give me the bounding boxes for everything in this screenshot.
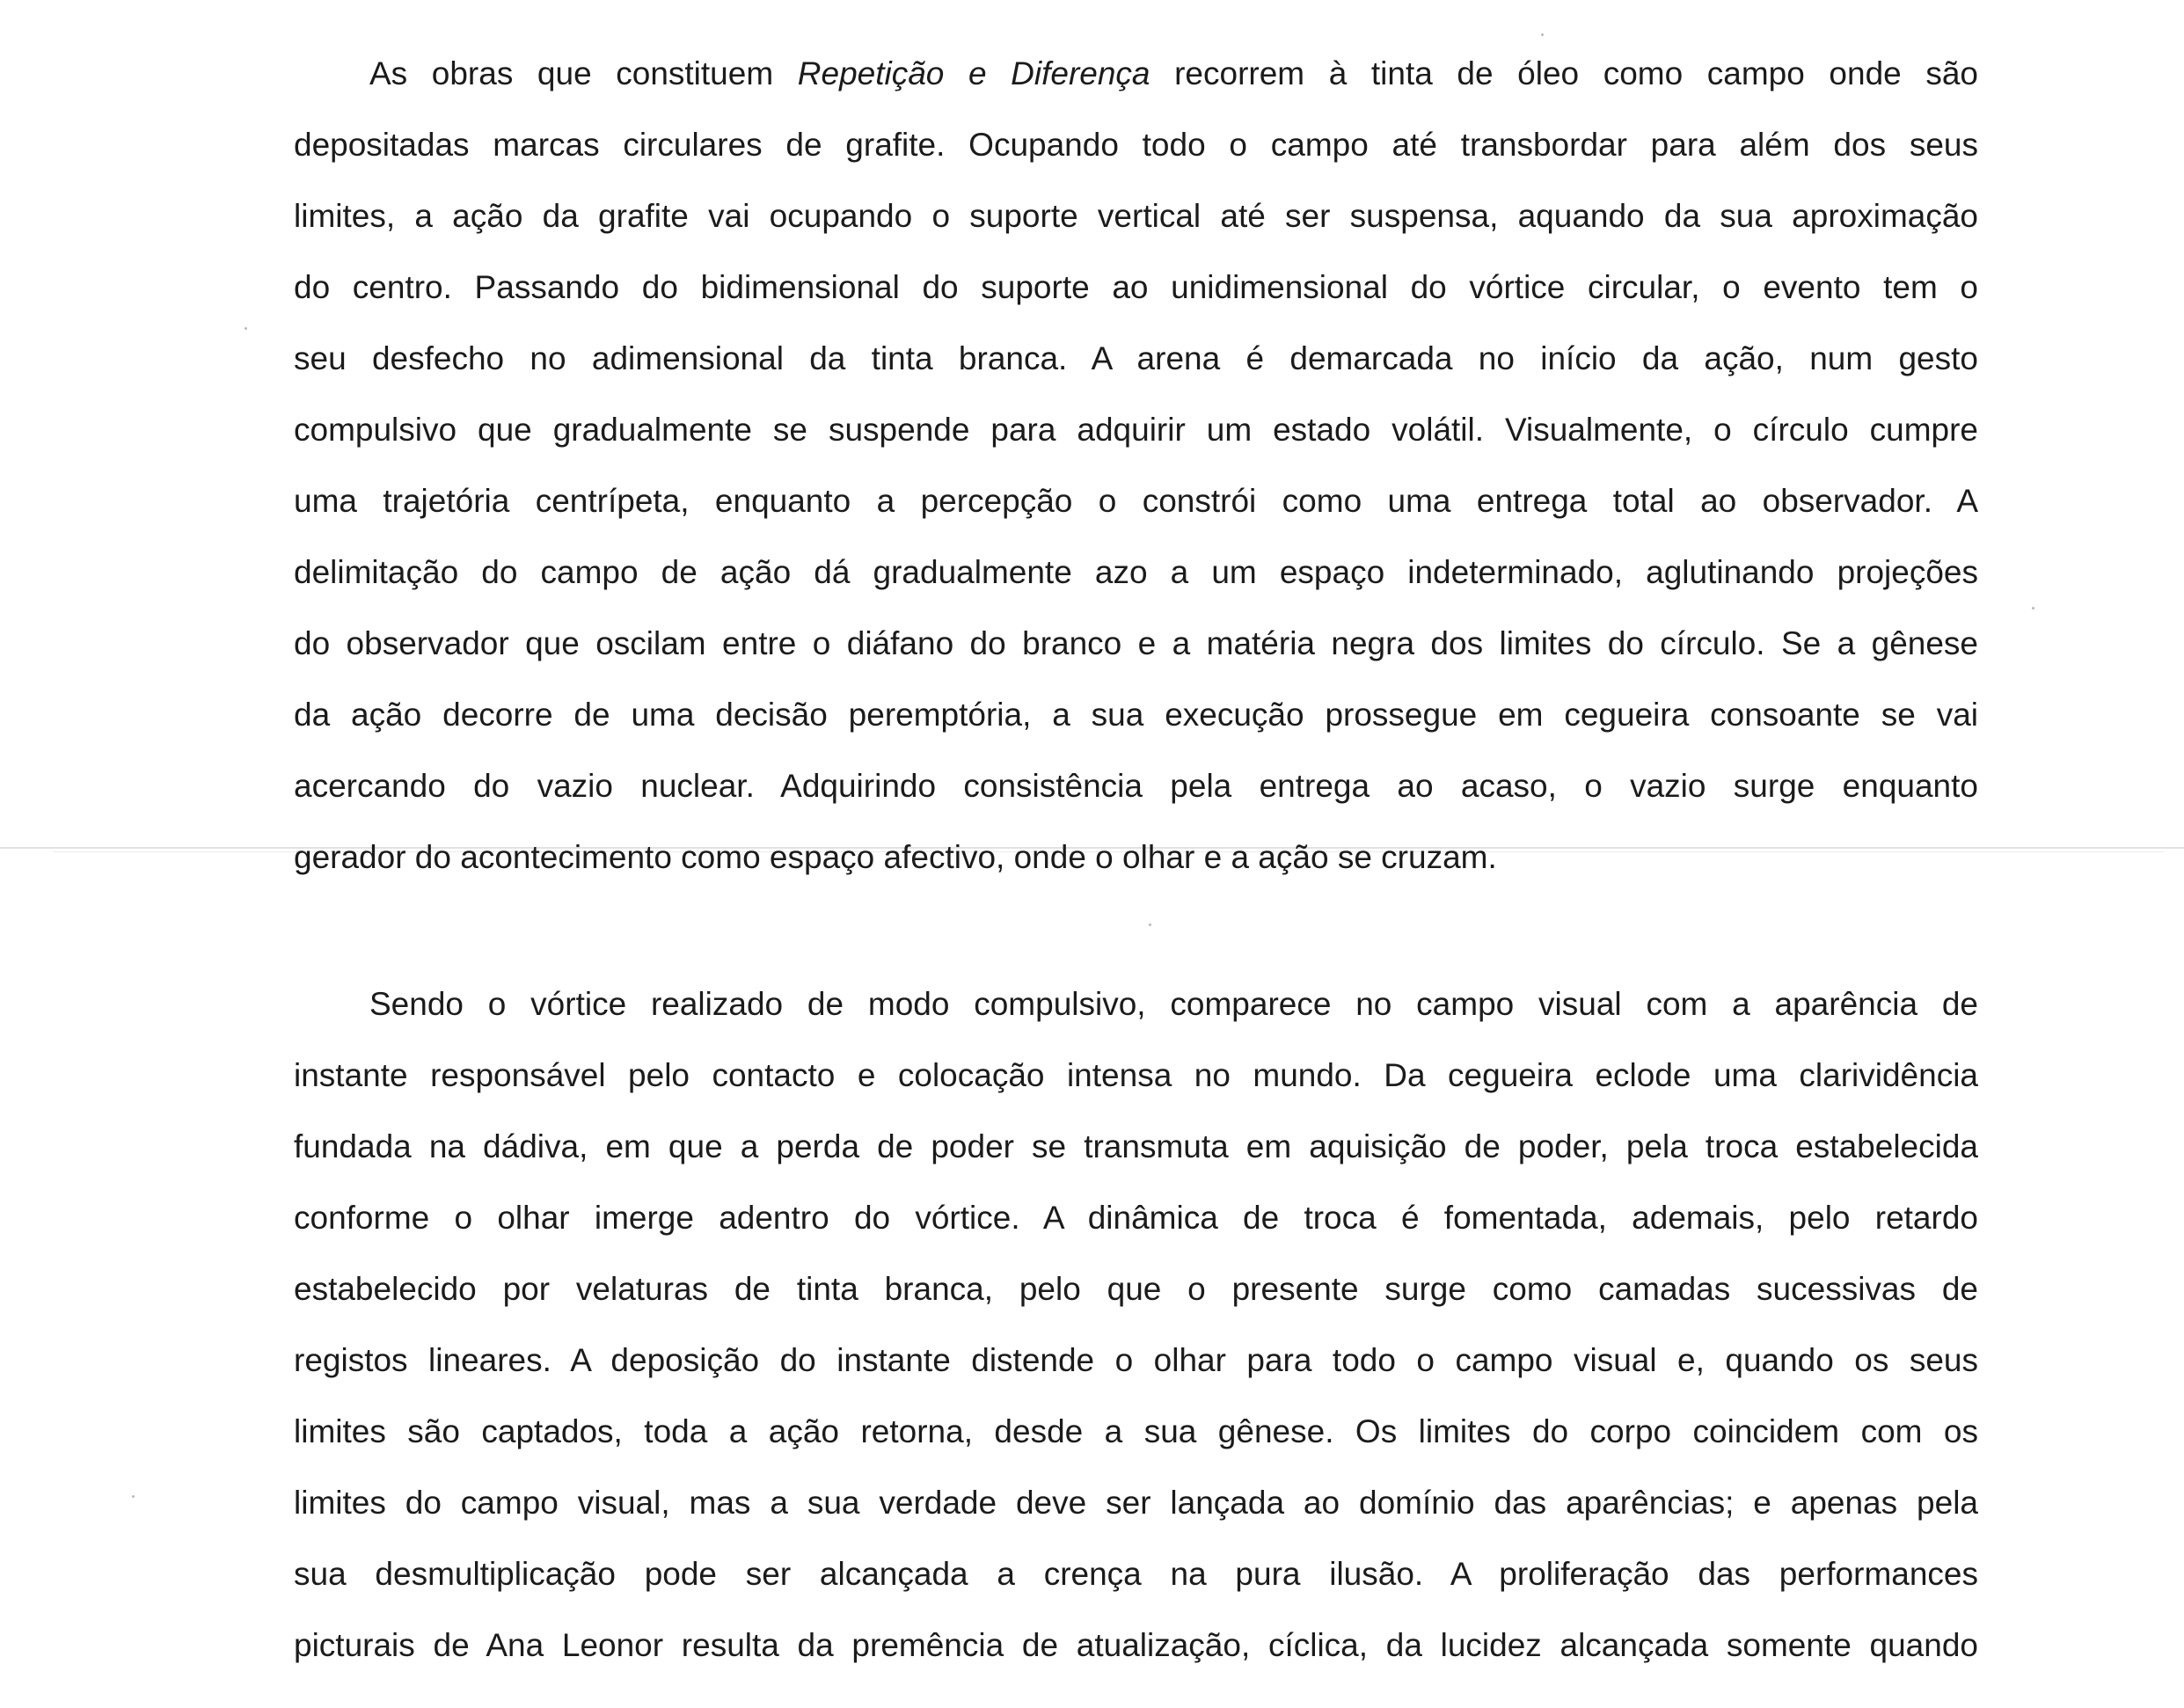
line-text: recorrem à tinta de óleo como campo onde são [1150, 55, 1978, 91]
text-line: seu desfecho no adimensional da tinta branca. A arena é demarcada no início da ação, num gesto [294, 340, 1978, 376]
paragraph-1 [294, 51, 1978, 906]
text-line: limites do campo visual, mas a sua verdade deve ser lançada ao domínio das aparências; e apenas pela [294, 1485, 1978, 1521]
scan-speck [132, 1495, 135, 1498]
text-line: fundada na dádiva, em que a perda de poder se transmuta em aquisição de poder, pela troca estabelecida [294, 1128, 1978, 1164]
scan-speck [1541, 33, 1544, 36]
text-line: limites são captados, toda a ação retorna, desde a sua gênese. Os limites do corpo coincidem com os [294, 1413, 1978, 1449]
scan-speck [245, 327, 247, 330]
text-line [294, 51, 1978, 122]
paragraph-2 [294, 982, 1978, 1694]
text-line: do centro. Passando do bidimensional do suporte ao unidimensional do vórtice circular, o evento tem o [294, 269, 1978, 305]
text-line: Sendo o vórtice realizado de modo compulsivo, comparece no campo visual com a aparência de [369, 986, 1978, 1022]
text-line: gerador do acontecimento como espaço afectivo, onde o olhar e a ação se cruzam. [294, 839, 1497, 875]
line-text: As obras que constituem [369, 55, 798, 91]
text-line: registos lineares. A deposição do instante distende o olhar para todo o campo visual e, quando os seus [294, 1342, 1978, 1378]
text-line: compulsivo que gradualmente se suspende para adquirir um estado volátil. Visualmente, o círculo cumpre [294, 412, 1978, 448]
text-line: delimitação do campo de ação dá gradualmente azo a um espaço indeterminado, aglutinando projeções [294, 554, 1978, 590]
text-line: picturais de Ana Leonor resulta da premência de atualização, cíclica, da lucidez alcançada somente quando [294, 1627, 1978, 1663]
text-line: acercando do vazio nuclear. Adquirindo consistência pela entrega ao acaso, o vazio surge enquanto [294, 768, 1978, 804]
text-line: uma trajetória centrípeta, enquanto a percepção o constrói como uma entrega total ao observador. A [294, 483, 1978, 519]
text-line: conforme o olhar imerge adentro do vórtice. A dinâmica de troca é fomentada, ademais, pelo retardo [294, 1200, 1978, 1236]
text-line: sua desmultiplicação pode ser alcançada a crença na pura ilusão. A proliferação das performances [294, 1556, 1978, 1592]
text-line: estabelecido por velaturas de tinta branca, pelo que o presente surge como camadas sucessivas de [294, 1271, 1978, 1307]
text-line: do observador que oscilam entre o diáfano do branco e a matéria negra dos limites do círculo. Se a gênese [294, 625, 1978, 661]
scan-speck [1149, 923, 1151, 926]
text-line: depositadas marcas circulares de grafite. Ocupando todo o campo até transbordar para além dos seus [294, 127, 1978, 163]
work-title-emphasis: Repetição e Diferença [797, 55, 1150, 91]
text-line: limites, a ação da grafite vai ocupando o suporte vertical até ser suspensa, aquando da sua aproximação [294, 198, 1978, 234]
scan-speck [2032, 607, 2034, 609]
text-line: instante responsável pelo contacto e colocação intensa no mundo. Da cegueira eclode uma clarividência [294, 1057, 1978, 1093]
text-line: da ação decorre de uma decisão peremptória, a sua execução prossegue em cegueira consoante se vai [294, 697, 1978, 733]
